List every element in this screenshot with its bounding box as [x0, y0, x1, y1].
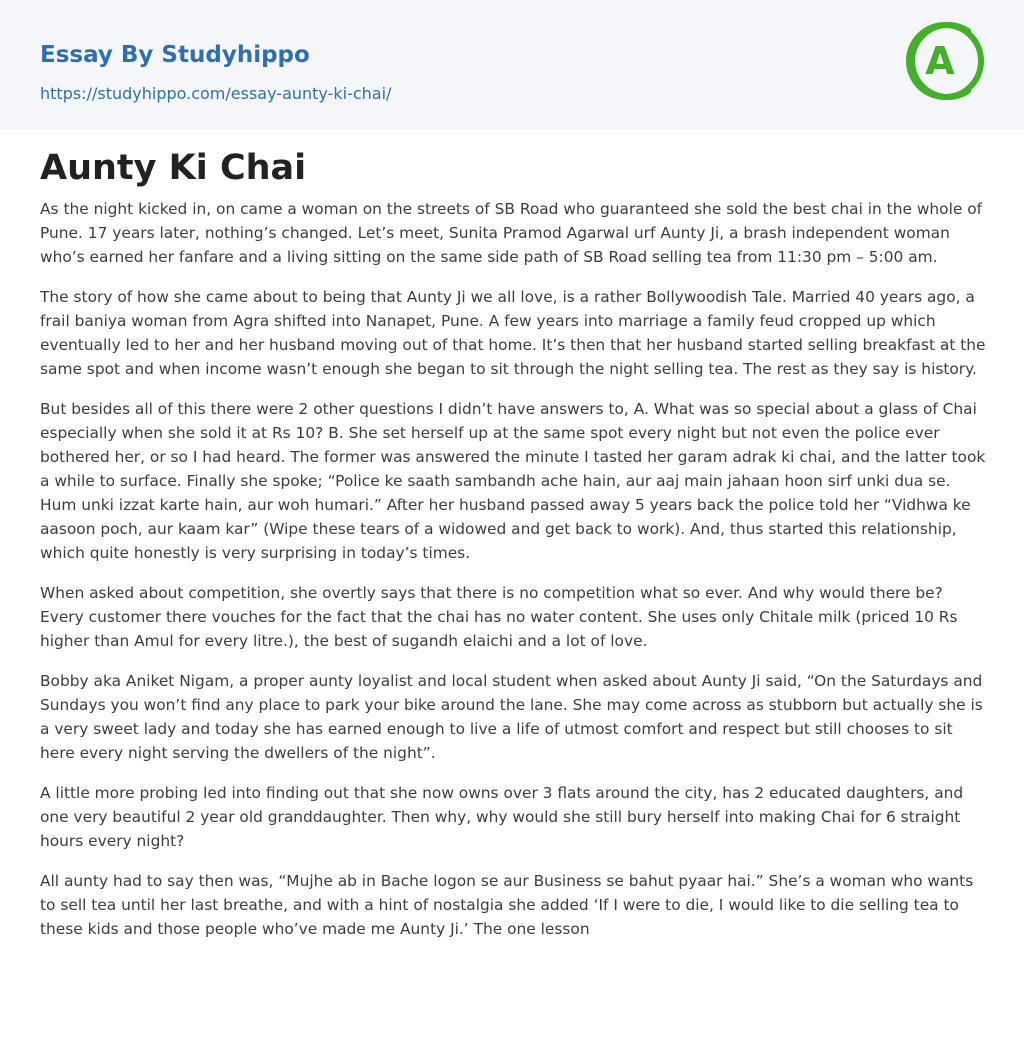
article-body [40, 147, 986, 957]
paragraph: But besides all of this there were 2 other questions I didn’t have answers to, A. What was so special about a glass of Chai especially when she sold it at Rs 10? B. She set herself up at the same spot every night but not even the police ever bothered her, or so I had heard. The former was answered the minute I tasted her garam adrak ki chai, and the latter took a while to surface. Finally she spoke; “Police ke saath sambandh ache hain, aur aaj main jahaan hoon sirf unki dua se. Hum unki izzat karte hain, aur woh humari.” After her husband passed away 5 years back the police told her “Vidhwa ke aasoon poch, aur kaam kar” (Wipe these tears of a widowed and get back to work). And, thus started this relationship, which quite honestly is very surprising in today’s times. [40, 400, 986, 562]
logo-letter: A [925, 39, 955, 83]
paragraph: As the night kicked in, on came a woman on the streets of SB Road who guaranteed she sold the best chai in the whole of Pune. 17 years later, nothing’s changed. Let’s meet, Sunita Pramod Agarwal urf Aunty Ji, a brash independent woman who’s earned her fanfare and a living sitting on the same side path of SB Road selling tea from 11:30 pm – 5:00 am. [40, 200, 983, 266]
paragraph: All aunty had to say then was, “Mujhe ab in Bache logon se aur Business se bahut pyaar hai.” She’s a woman who wants to sell tea until her last breathe, and with a hint of nostalgia she added ‘If I were to die, I would like to die selling tea to these kids and those people who’ve made me Aunty Ji.’ The one lesson [40, 872, 974, 938]
essay-url-link[interactable]: https://studyhippo.com/essay-aunty-ki-chai/ [40, 84, 392, 103]
page-title: Aunty Ki Chai [40, 148, 307, 188]
site-header [0, 0, 1024, 129]
paragraph: When asked about competition, she overtly says that there is no competition what so ever. And why would there be? Every customer there vouches for the fact that the chai has no water content. She uses only Chitale milk (priced 10 Rs higher than Amul for every litre.), the best of sugandh elaichi and a lot of love. [40, 584, 958, 650]
studyhippo-logo[interactable] [902, 18, 988, 104]
paragraph: A little more probing led into finding out that she now owns over 3 flats around the city, has 2 educated daughters, and one very beautiful 2 year old granddaughter. Then why, why would she still bury herself into making Chai for 6 straight hours every night? [40, 784, 964, 850]
paragraph: The story of how she came about to being that Aunty Ji we all love, is a rather Bollywoodish Tale. Married 40 years ago, a frail baniya woman from Agra shifted into Nanapet, Pune. A few years into marriage a family feud cropped up which eventually led to her and her husband moving out of that home. It’s then that her husband started selling breakfast at the same spot and when income wasn’t enough she began to sit through the night selling tea. The rest as they say is history. [40, 288, 986, 378]
paragraph: Bobby aka Aniket Nigam, a proper aunty loyalist and local student when asked about Aunty Ji said, “On the Saturdays and Sundays you won’t find any place to park your bike around the lane. She may come across as stubborn but actually she is a very sweet lady and today she has earned enough to live a life of utmost comfort and respect but still chooses to sit here every night serving the dwellers of the night”. [40, 672, 983, 762]
site-brand[interactable]: Essay By Studyhippo [40, 42, 310, 68]
